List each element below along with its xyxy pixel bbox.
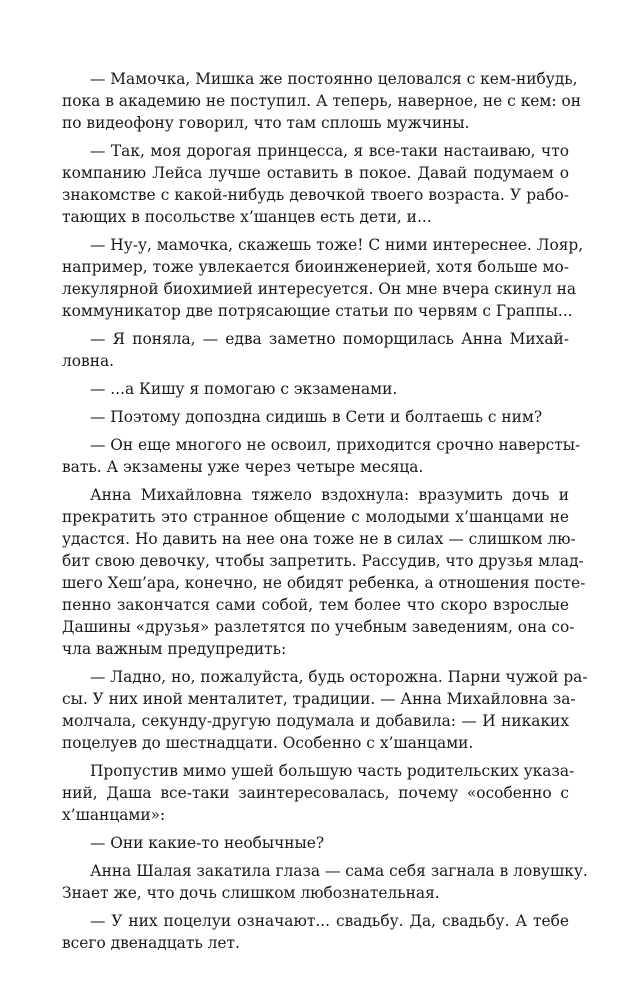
text-line: — Поэтому допоздна сидишь в Сети и болтаешь с ним? [90, 408, 543, 426]
paragraph [62, 666, 588, 754]
text-line: Дашины «друзья» разлетятся по учебным заведениям, она со- [62, 618, 575, 636]
text-line: х’шанцами»: [62, 806, 166, 824]
text-line: бит свою девочку, чтобы запретить. Рассудив, что друзья млад- [62, 552, 584, 570]
text-line: — У них поцелуи означают... свадьбу. Да, свадьбу. А тебе [90, 912, 569, 930]
paragraph [62, 832, 569, 854]
text-line: — ...а Кишу я помогаю с экзаменами. [90, 380, 398, 398]
text-line: всего двенадцать лет. [62, 934, 240, 952]
text-line: пенно закончатся сами собой, тем более что скоро взрослые [62, 596, 569, 614]
text-line: сы. У них иной менталитет, традиции. — Анна Михайловна за- [62, 690, 576, 708]
text-line: ловна. [62, 352, 115, 370]
paragraph [62, 140, 569, 228]
text-line: удастся. Но давить на нее она тоже не в силах — слишком лю- [62, 530, 576, 548]
text-line: например, тоже увлекается биоинженерией, хотя больше мо- [62, 258, 569, 276]
text-line: — Он еще многого не освоил, приходится срочно наверсты- [90, 436, 581, 454]
text-line: пока в академию не поступил. А теперь, наверное, не с кем: он [62, 92, 581, 110]
text-line: компанию Лейса лучше оставить в покое. Давай подумаем о [62, 164, 569, 182]
paragraph [62, 434, 581, 478]
paragraph [62, 378, 569, 400]
text-line: молчала, секунду-другую подумала и добавила: — И никаких [62, 712, 569, 730]
paragraph [62, 68, 581, 134]
paragraph [62, 760, 575, 826]
text-line: — Так, моя дорогая принцесса, я все-таки настаиваю, что [90, 142, 569, 160]
text-line: лекулярной биохимией интересуется. Он мне вчера скинул на [62, 280, 577, 298]
text-line: ний, Даша все-таки заинтересовалась, почему «особенно с [62, 784, 569, 802]
paragraph [62, 484, 586, 660]
text-line: коммуникатор две потрясающие статьи по червям с Граппы... [62, 302, 573, 320]
paragraph [62, 910, 569, 954]
text-line: чла важным предупредить: [62, 640, 287, 658]
text-line: Знает же, что дочь слишком любознательная. [62, 884, 440, 902]
paragraph [62, 860, 588, 904]
text-line: шего Хеш’ара, конечно, не обидят ребенка, а отношения посте- [62, 574, 586, 592]
text-line: Анна Шалая закатила глаза — сама себя загнала в ловушку. [90, 862, 588, 880]
page-text [62, 68, 588, 954]
paragraph [62, 234, 584, 322]
text-line: тающих в посольстве х’шанцев есть дети, и... [62, 208, 432, 226]
text-line: Анна Михайловна тяжело вздохнула: вразумить дочь и [90, 486, 569, 504]
paragraph [62, 328, 569, 372]
text-line: Пропустив мимо ушей большую часть родительских указа- [90, 762, 575, 780]
paragraph [62, 406, 569, 428]
text-line: вать. А экзамены уже через четыре месяца. [62, 458, 424, 476]
text-line: — Ладно, но, пожалуйста, будь осторожна. Парни чужой ра- [90, 668, 588, 686]
text-line: — Я поняла, — едва заметно поморщилась Анна Михай- [90, 330, 569, 348]
text-line: по видеофону говорил, что там сплошь мужчины. [62, 114, 470, 132]
text-line: — Они какие-то необычные? [90, 834, 325, 852]
text-line: — Ну-у, мамочка, скажешь тоже! С ними интереснее. Лояр, [90, 236, 584, 254]
text-line: прекратить это странное общение с молодыми х’шанцами не [62, 508, 569, 526]
text-line: знакомстве с какой-нибудь девочкой твоего возраста. У рабо- [62, 186, 569, 204]
text-line: — Мамочка, Мишка же постоянно целовался с кем-нибудь, [90, 70, 578, 88]
text-line: поцелуев до шестнадцати. Особенно с х’шанцами. [62, 734, 474, 752]
